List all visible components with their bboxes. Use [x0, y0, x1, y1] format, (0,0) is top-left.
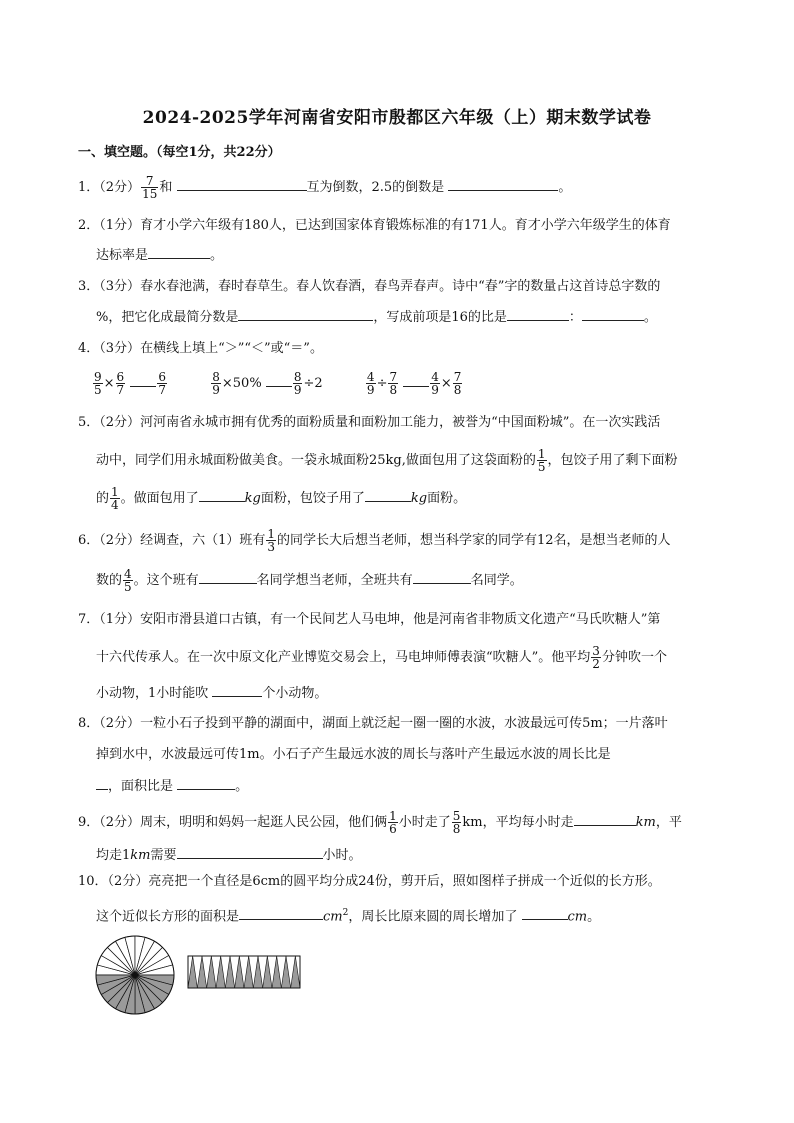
question-text: ，周长比原来圆的周长增加了 [348, 909, 518, 925]
section-heading: 一、填空题。（每空1分，共22分） [78, 145, 281, 160]
question-text: 。做面包用了 [120, 491, 199, 506]
question-text: ，平 [655, 815, 682, 830]
answer-blank[interactable] [212, 682, 262, 697]
question-8 [78, 713, 668, 735]
question-text: 经调查，六（1）班有 [140, 533, 266, 548]
answer-blank[interactable] [522, 905, 568, 920]
question-text: 这个近似长方形的面积是 [96, 909, 240, 925]
question-2-cont [96, 244, 223, 267]
question-text: 互为倒数，2.5的倒数是 [306, 180, 445, 195]
question-text: 。 [558, 180, 572, 195]
fraction: $\frac{3}{2}$ [592, 644, 600, 671]
question-9-cont [96, 844, 362, 867]
question-text: 小时。 [322, 848, 362, 863]
fraction: $\frac{1}{5}$ [537, 447, 546, 474]
question-text: 春水春池满，春时春草生。春人饮春酒，春鸟弄春声。诗中“春”字的数量占这首诗总字数的 [140, 279, 661, 294]
question-score: （2分） [99, 815, 141, 830]
question-text: 和 [159, 180, 173, 195]
question-1 [78, 175, 571, 200]
question-text: 小时走了 [398, 815, 451, 830]
fraction: $\frac{1}{6}$ [389, 809, 397, 836]
fraction: $\frac{4}{5}$ [124, 567, 132, 594]
answer-blank[interactable] [507, 306, 569, 321]
approx-rectangle-figure [186, 954, 302, 990]
question-text: ，面积比是 [108, 779, 174, 794]
question-6-cont [96, 566, 523, 596]
unit: kg [244, 491, 261, 506]
rectangle-tooth [263, 956, 272, 988]
question-number: 7． [78, 612, 100, 627]
unit: km [635, 815, 656, 830]
question-text: 动中，同学们用永城面粉做美食。一袋永城面粉25kg,做面包用了这袋面粉的 [96, 453, 536, 468]
unit: kg [410, 491, 428, 506]
question-text: 分钟吹一个 [601, 650, 667, 665]
question-3 [78, 276, 660, 298]
question-text: 安阳市滑县道口古镇，有一个民间艺人马电坤，他是河南省非物质文化遗产“马氏吹糖人”第 [140, 612, 661, 627]
question-9 [78, 808, 682, 838]
rectangle-tooth [253, 956, 262, 988]
question-text: 数的 [96, 573, 123, 588]
expression-2: $\frac{8}{9}$ ×50% $\frac{8}{9}$ ÷2 [212, 370, 323, 397]
question-6 [78, 526, 671, 556]
question-number: 9． [78, 815, 100, 830]
question-number: 8． [78, 716, 100, 731]
question-5 [78, 412, 660, 434]
question-text: 名同学想当老师，全班共有 [256, 573, 413, 588]
rectangle-tooth [235, 956, 244, 988]
question-text: 。 [210, 248, 224, 263]
question-text: 名同学。 [470, 573, 523, 588]
question-score: （2分） [99, 415, 141, 430]
expression-1: $\frac{9}{5}$ × $\frac{6}{7}$ $\frac{6}{7}$ [94, 370, 166, 397]
question-text: 面粉，包饺子用了 [260, 491, 365, 506]
answer-blank[interactable] [199, 487, 245, 502]
answer-blank[interactable] [239, 905, 323, 920]
question-text: 的同学长大后想当老师，想当科学家的同学有12名，是想当老师的人 [276, 533, 671, 548]
question-text: 一粒小石子投到平静的湖面中，湖面上就泛起一圈一圈的水波，水波最远可传5m；一片落叶 [140, 716, 668, 731]
question-text: ： [568, 310, 582, 325]
question-10 [78, 871, 661, 893]
question-number: 6． [78, 533, 100, 548]
fraction: $\frac{1}{3}$ [267, 527, 275, 554]
question-score: （2分） [99, 180, 141, 195]
rectangle-tooth [207, 956, 216, 988]
answer-blank[interactable] [582, 306, 644, 321]
question-text: 。这个班有 [133, 573, 199, 588]
question-text: %，把它化成最简分数是 [96, 310, 239, 325]
question-text: 周末，明明和妈妈一起逛人民公园，他们俩 [140, 815, 388, 830]
divided-circle-figure [94, 934, 176, 1016]
question-text: 育才小学六年级有180人，已达到国家体育锻炼标准的有171人。育才小学六年级学生的体育 [140, 218, 671, 233]
question-2 [78, 215, 671, 237]
answer-blank[interactable] [96, 775, 108, 790]
answer-blank[interactable] [177, 775, 235, 790]
rectangle-tooth [281, 956, 290, 988]
question-text: 面粉。 [427, 491, 467, 506]
unit: km [130, 848, 151, 863]
question-text: 小动物，1小时能吹 [96, 686, 209, 701]
question-text: 个小动物。 [262, 686, 328, 701]
question-score: （3分） [99, 279, 141, 294]
question-text: 均走1 [96, 848, 131, 863]
question-text: 达标率是 [96, 248, 149, 263]
rectangle-tooth [216, 956, 225, 988]
comparison-blank[interactable] [266, 372, 292, 387]
rectangle-tooth [225, 956, 234, 988]
rectangle-tooth [197, 956, 206, 988]
question-text: ，写成前项是16的比是 [373, 310, 507, 325]
question-text: 的 [96, 491, 110, 506]
answer-blank[interactable] [448, 176, 558, 191]
answer-blank[interactable] [148, 244, 210, 259]
rectangle-tooth [188, 956, 197, 988]
question-score: （3分） [99, 341, 141, 356]
question-4-expressions [92, 370, 463, 398]
question-7-cont2 [96, 682, 327, 705]
question-text: 十六代传承人。在一次中原文化产业博览交易会上，马电坤师傅表演“吹糖人”。他平均 [96, 650, 591, 665]
answer-blank[interactable] [413, 569, 471, 584]
question-8-cont [96, 744, 611, 766]
question-number: 4． [78, 341, 100, 356]
comparison-blank[interactable] [130, 372, 156, 387]
question-number: 1． [78, 180, 100, 195]
question-text: 。 [643, 310, 657, 325]
question-score: （1分） [99, 218, 141, 233]
question-number: 2． [78, 218, 100, 233]
question-7-cont [96, 643, 667, 673]
question-text: 亮亮把一个直径是6cm的圆平均分成24份，剪开后，照如图样子拼成一个近似的长方形。 [148, 874, 661, 889]
question-number: 5． [78, 415, 100, 430]
answer-blank[interactable] [199, 569, 257, 584]
fraction: $\frac{7}{15}$ [142, 174, 158, 201]
answer-blank[interactable] [365, 487, 411, 502]
answer-blank[interactable] [177, 844, 323, 859]
question-text: km，平均每小时走 [462, 815, 574, 830]
question-score: （2分） [107, 874, 149, 889]
rectangle-tooth [272, 956, 281, 988]
question-3-cont [96, 306, 657, 329]
answer-blank[interactable] [574, 811, 636, 826]
question-7 [78, 609, 660, 631]
page-title: 2024-2025学年河南省安阳市殷都区六年级（上）期末数学试卷 [142, 108, 652, 128]
unit: cm [323, 909, 343, 925]
question-text: 在横线上填上“＞”“＜”或“＝”。 [140, 341, 323, 356]
question-text: ，包饺子用了剩下面粉 [547, 453, 678, 468]
question-score: （1分） [99, 612, 141, 627]
question-text: 需要 [150, 848, 177, 863]
rectangle-tooth [291, 956, 300, 988]
unit: cm [567, 909, 588, 925]
answer-blank[interactable] [177, 176, 307, 191]
question-8-cont2 [96, 775, 248, 798]
question-5-cont [96, 446, 678, 476]
question-text: 。 [587, 909, 601, 925]
unit-exponent: 2 [342, 908, 349, 918]
answer-blank[interactable] [238, 306, 373, 321]
question-5-cont2 [96, 484, 466, 514]
rectangle-tooth [244, 956, 253, 988]
question-number: 3． [78, 279, 100, 294]
fraction: $\frac{5}{8}$ [452, 809, 461, 836]
question-text: 河河南省永城市拥有优秀的面粉质量和面粉加工能力，被誉为“中国面粉城”。在一次实践活 [140, 415, 661, 430]
question-4 [78, 338, 323, 360]
question-score: （2分） [99, 533, 141, 548]
question-score: （2分） [99, 716, 141, 731]
fraction: $\frac{1}{4}$ [111, 485, 119, 512]
question-text: 掉到水中，水波最远可传1m。小石子产生最远水波的周长与落叶产生最远水波的周长比是 [96, 747, 611, 762]
question-number: 10． [78, 874, 108, 889]
question-text: 。 [235, 779, 249, 794]
expression-3: $\frac{4}{9}$ ÷ $\frac{7}{8}$ $\frac{4}{9}$ × $\frac{7}{8}$ [366, 370, 462, 397]
question-10-cont [96, 902, 600, 928]
comparison-blank[interactable] [403, 372, 429, 387]
